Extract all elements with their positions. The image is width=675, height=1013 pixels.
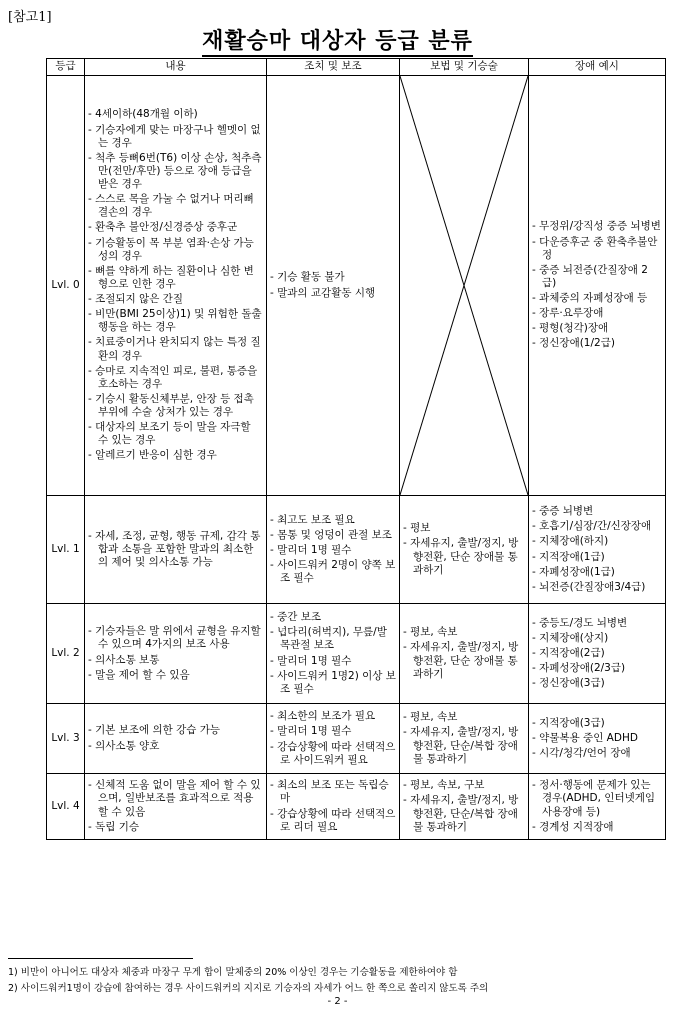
grade-table [46, 58, 666, 840]
list-item: - 자세, 조정, 균형, 행동 규제, 감각 통합과 소통을 포함한 말과의 최소한의 제어 및 의사소통 가능 [88, 529, 261, 569]
list-item: - 뼈를 약하게 하는 질환이나 심한 변형으로 인한 경우 [88, 264, 254, 290]
level-cell: Lvl. 3 [47, 704, 85, 774]
table-row [47, 704, 666, 774]
footnote-1: 1) 비만이 아니어도 대상자 체중과 마장구 무게 합이 말체중의 20% 이상인 경우는 기승활동을 제한하여야 함 [8, 967, 458, 978]
list-item: - 중증 뇌전증(간질장애 2급) [532, 263, 648, 289]
list-item: - 자세유지, 출발/정지, 방향전환, 단순/복합 장애물 통과하기 [403, 726, 519, 765]
measures-cell [267, 704, 400, 774]
content-cell [85, 76, 267, 496]
list-item: - 중증 뇌병변 [532, 505, 594, 518]
list-item: - 환축추 불안정/신경증상 중후군 [88, 221, 238, 234]
page-number: - 2 - [327, 996, 348, 1007]
list-item: - 비만(BMI 25이상)1) 및 위험한 돌출행동을 하는 경우 [88, 308, 262, 334]
examples-cell [529, 774, 666, 840]
list-item: - 강습상황에 따라 선택적으로 리더 필요 [270, 807, 396, 833]
measures-cell [267, 774, 400, 840]
list-item: - 자세유지, 출발/정지, 방향전환, 단순 장애물 통과하기 [403, 641, 519, 680]
list-item: - 강습상황에 따라 선택적으로 사이드워커 필요 [270, 740, 396, 766]
list-item: - 최고도 보조 필요 [270, 513, 355, 526]
header-grade: 등급 [47, 59, 85, 76]
list-item: - 뇌전증(간질장애3/4급) [532, 580, 646, 593]
list-item: - 무정위/강직성 중증 뇌병변 [532, 220, 661, 233]
list-item: - 기승활동이 목 부분 염좌·손상 가능성의 경우 [88, 236, 254, 262]
list-item: - 과체중의 자폐성장애 등 [532, 292, 648, 305]
list-item: - 중간 보조 [270, 611, 322, 624]
examples-cell [529, 76, 666, 496]
header-examples: 장애 예시 [529, 59, 666, 76]
list-item: - 평보 [403, 522, 431, 535]
content-cell [85, 604, 267, 704]
cross-out-mark [400, 76, 528, 495]
header-row [47, 59, 666, 76]
list-item: - 몸통 및 엉덩이 관절 보조 [270, 528, 392, 541]
level-cell: Lvl. 0 [47, 76, 85, 496]
list-item: - 넙다리(허벅지), 무릎/발목관절 보조 [270, 626, 387, 652]
list-item: - 말리더 1명 필수 [270, 654, 352, 667]
level-cell: Lvl. 2 [47, 604, 85, 704]
list-item: - 기승 활동 불가 [270, 271, 345, 284]
list-item: - 평형(청각)장애 [532, 322, 609, 335]
list-item: - 신체적 도움 없이 말을 제어 할 수 있으며, 일반보조를 효과적으로 적용할 수 있음 [88, 779, 261, 818]
content-cell [85, 704, 267, 774]
list-item: - 중등도/경도 뇌병변 [532, 616, 628, 629]
examples-cell [529, 496, 666, 604]
gait-cell [400, 774, 529, 840]
reference-tag: [참고1] [8, 10, 52, 25]
list-item: - 대상자의 보조기 등이 말을 자극할 수 있는 경우 [88, 421, 251, 447]
table-row [47, 604, 666, 704]
list-item: - 척추 등뼈6번(T6) 이상 손상, 척추측만(전만/후만) 등으로 장애 등급을 받은 경우 [88, 151, 262, 191]
list-item: - 사이드워커 2명이 양쪽 보조 필수 [270, 559, 396, 585]
table-row [47, 496, 666, 604]
list-item: - 기승자들은 말 위에서 균형을 유지할 수 있으며 4가지의 보조 사용 [88, 625, 261, 651]
list-item: - 다운증후군 중 환축추불안정 [532, 235, 658, 261]
list-item: - 말리더 1명 필수 [270, 725, 352, 738]
list-item: - 평보, 속보 [403, 711, 458, 724]
footnote-divider [8, 958, 193, 959]
page-title: 재활승마 대상자 등급 분류 [0, 24, 675, 55]
list-item: - 자세유지, 출발/정지, 방향전환, 단순 장애물 통과하기 [403, 537, 519, 576]
list-item: - 의사소통 양호 [88, 739, 160, 752]
list-item: - 조절되지 않은 간질 [88, 293, 183, 306]
list-item: - 의사소통 보통 [88, 653, 160, 666]
list-item: - 지적장애(2급) [532, 646, 605, 659]
list-item: - 정서·행동에 문제가 있는 경우(ADHD, 인터넷게임사용장애 등) [532, 779, 656, 818]
gait-cell [400, 704, 529, 774]
level-cell: Lvl. 1 [47, 496, 85, 604]
examples-cell [529, 604, 666, 704]
header-gait: 보법 및 기승술 [400, 59, 529, 76]
list-item: - 시각/청각/언어 장애 [532, 747, 631, 760]
list-item: - 지적장애(3급) [532, 716, 605, 729]
list-item: - 약물복용 중인 ADHD [532, 731, 638, 744]
list-item: - 장루·요루장애 [532, 307, 604, 320]
list-item: - 말을 제어 할 수 있음 [88, 668, 190, 681]
table-row [47, 76, 666, 496]
list-item: - 최소한의 보조가 필요 [270, 710, 376, 723]
footnote-2: 2) 사이드워커1명이 강습에 참여하는 경우 사이드워커의 지지로 기승자의 자세가 어느 한 쪽으로 쏠리지 않도록 주의 [8, 983, 489, 994]
list-item: - 기승자에게 맞는 마장구나 헬멧이 없는 경우 [88, 123, 261, 149]
list-item: - 사이드워커 1명2) 이상 보조 필수 [270, 669, 396, 695]
list-item: - 말과의 교감활동 시행 [270, 286, 376, 299]
gait-cell [400, 604, 529, 704]
list-item: - 기승시 활동신체부분, 안장 등 접촉부위에 수술 상처가 있는 경우 [88, 392, 254, 419]
list-item: - 호흡기/심장/간/신장장애 [532, 520, 652, 533]
measures-cell [267, 496, 400, 604]
list-item: - 4세이하(48개월 이하) [88, 108, 198, 121]
gait-cell [400, 496, 529, 604]
content-cell [85, 496, 267, 604]
list-item: - 정신장애(3급) [532, 677, 605, 690]
list-item: - 자폐성장애(2/3급) [532, 662, 626, 675]
list-item: - 평보, 속보 [403, 626, 458, 639]
list-item: - 경계성 지적장애 [532, 820, 614, 833]
list-item: - 평보, 속보, 구보 [403, 779, 485, 792]
list-item: - 스스로 목을 가눌 수 없거나 머리뼈 결손의 경우 [88, 193, 254, 219]
list-item: - 기본 보조에 의한 강습 가능 [88, 724, 221, 737]
list-item: - 말리더 1명 필수 [270, 543, 352, 556]
measures-cell [267, 604, 400, 704]
not-applicable-cell [400, 76, 529, 496]
list-item: - 지체장애(상지) [532, 631, 609, 644]
list-item: - 자세유지, 출발/정지, 방향전환, 단순/복합 장애물 통과하기 [403, 794, 519, 833]
header-content: 내용 [85, 59, 267, 76]
list-item: - 지체장애(하지) [532, 535, 609, 548]
level-cell: Lvl. 4 [47, 774, 85, 840]
list-item: - 자폐성장애(1급) [532, 565, 615, 578]
list-item: - 정신장애(1/2급) [532, 337, 615, 350]
measures-cell [267, 76, 400, 496]
table-row [47, 774, 666, 840]
content-cell [85, 774, 267, 840]
header-measures: 조치 및 보조 [267, 59, 400, 76]
examples-cell [529, 704, 666, 774]
list-item: - 알레르기 반응이 심한 경우 [88, 449, 217, 462]
list-item: - 지적장애(1급) [532, 550, 605, 563]
list-item: - 치료중이거나 완치되지 않는 특정 질환의 경우 [88, 336, 261, 362]
list-item: - 최소의 보조 또는 독립승마 [270, 779, 389, 805]
list-item: - 독립 기승 [88, 820, 140, 833]
list-item: - 승마로 지속적인 피로, 불편, 통증을 호소하는 경우 [88, 364, 258, 390]
